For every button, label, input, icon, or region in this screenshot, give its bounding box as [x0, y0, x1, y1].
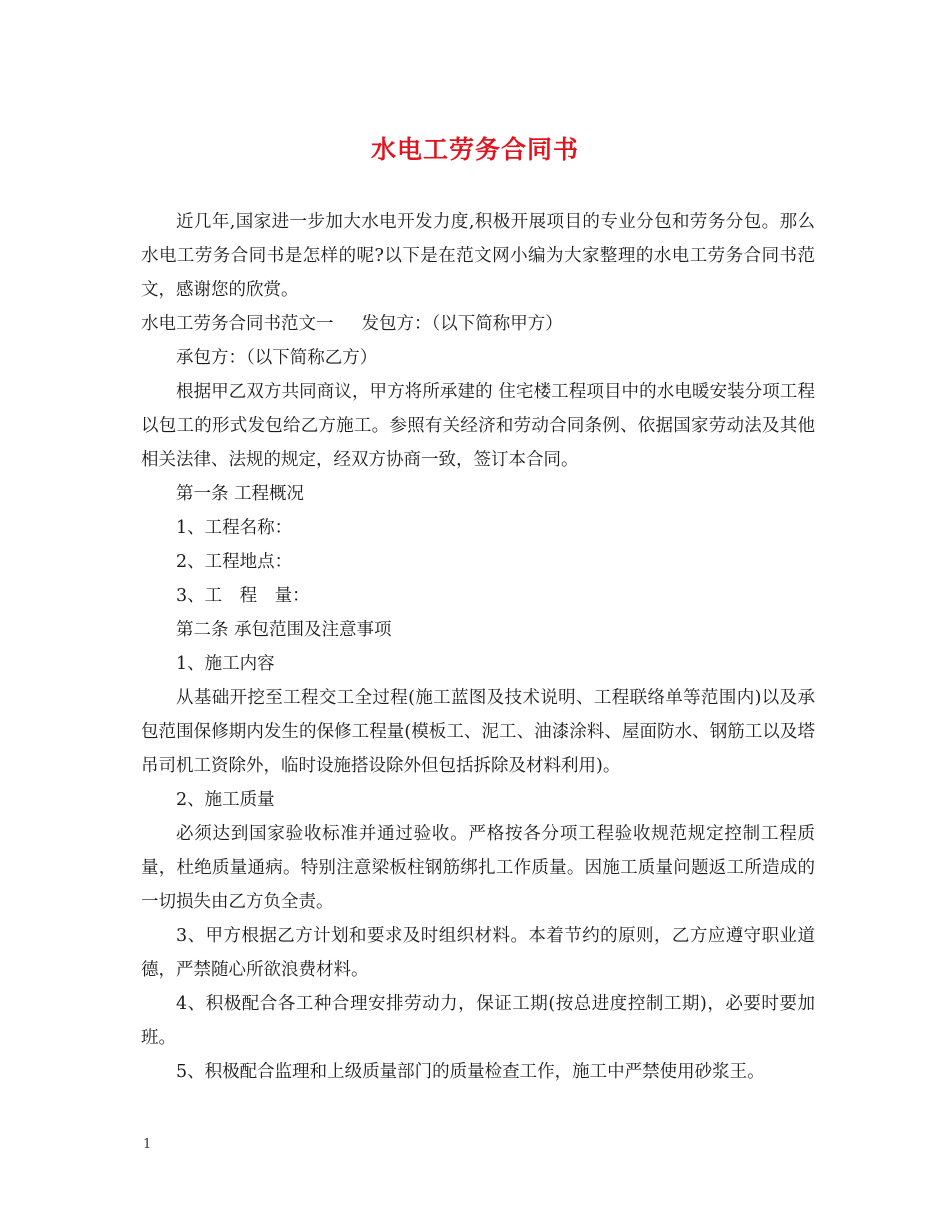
article-1-item-1: 1、工程名称：: [176, 518, 293, 538]
article-2-item-4: 4、积极配合各工种合理安排劳动力，保证工期(按总进度控制工期)，必要时要加班。: [141, 994, 815, 1048]
article-1-item-2: 2、工程地点：: [176, 552, 293, 572]
sample-heading-line: [141, 307, 815, 341]
article-2-item-1-title: 1、施工内容: [176, 654, 275, 674]
sample-heading: 水电工劳务合同书范文一: [141, 314, 334, 334]
article-2-item-5: 5、积极配合监理和上级质量部门的质量检查工作，施工中严禁使用砂浆王。: [176, 1062, 765, 1082]
article-1-title: 第一条 工程概况: [176, 484, 305, 504]
page-number: 1: [143, 1137, 152, 1152]
contractor-line: 承包方：（以下简称乙方）: [176, 348, 378, 368]
article-2-item-1-text: 从基础开挖至工程交工全过程(施工蓝图及技术说明、工程联络单等范围内)以及承包范围保修期内发生的保修工程量(模板工、泥工、油漆涂料、屋面防水、钢筋工以及塔吊司机工资除外，临时设施搭设除外但包括拆除及材料利用)。: [141, 688, 815, 776]
article-2-item-3: 3、甲方根据乙方计划和要求及时组织材料。本着节约的原则，乙方应遵守职业道德，严禁随心所欲浪费材料。: [141, 926, 815, 980]
article-1-item-3: 3、工 程 量：: [176, 586, 310, 606]
article-2-item-2-title: 2、施工质量: [176, 790, 275, 810]
article-2-item-2-text: 必须达到国家验收标准并通过验收。严格按各分项工程验收规范规定控制工程质量，杜绝质量通病。特别注意梁板柱钢筋绑扎工作质量。因施工质量问题返工所造成的一切损失由乙方负全责。: [141, 824, 815, 912]
document-title: 水电工劳务合同书: [370, 135, 579, 164]
preamble-paragraph: 根据甲乙双方共同商议，甲方将所承建的 住宅楼工程项目中的水电暖安装分项工程以包工的形式发包给乙方施工。参照有关经济和劳动合同条例、依据国家劳动法及其他相关法律、法规的规定，经双方协商一致，签订本合同。: [141, 382, 815, 470]
document-body: [141, 205, 815, 1089]
employer-line: 发包方：（以下简称甲方）: [361, 314, 563, 334]
intro-paragraph: 近几年,国家进一步加大水电开发力度,积极开展项目的专业分包和劳务分包。那么水电工劳务合同书是怎样的呢?以下是在范文网小编为大家整理的水电工劳务合同书范文，感谢您的欣赏。: [141, 212, 815, 300]
article-2-title: 第二条 承包范围及注意事项: [176, 620, 392, 640]
